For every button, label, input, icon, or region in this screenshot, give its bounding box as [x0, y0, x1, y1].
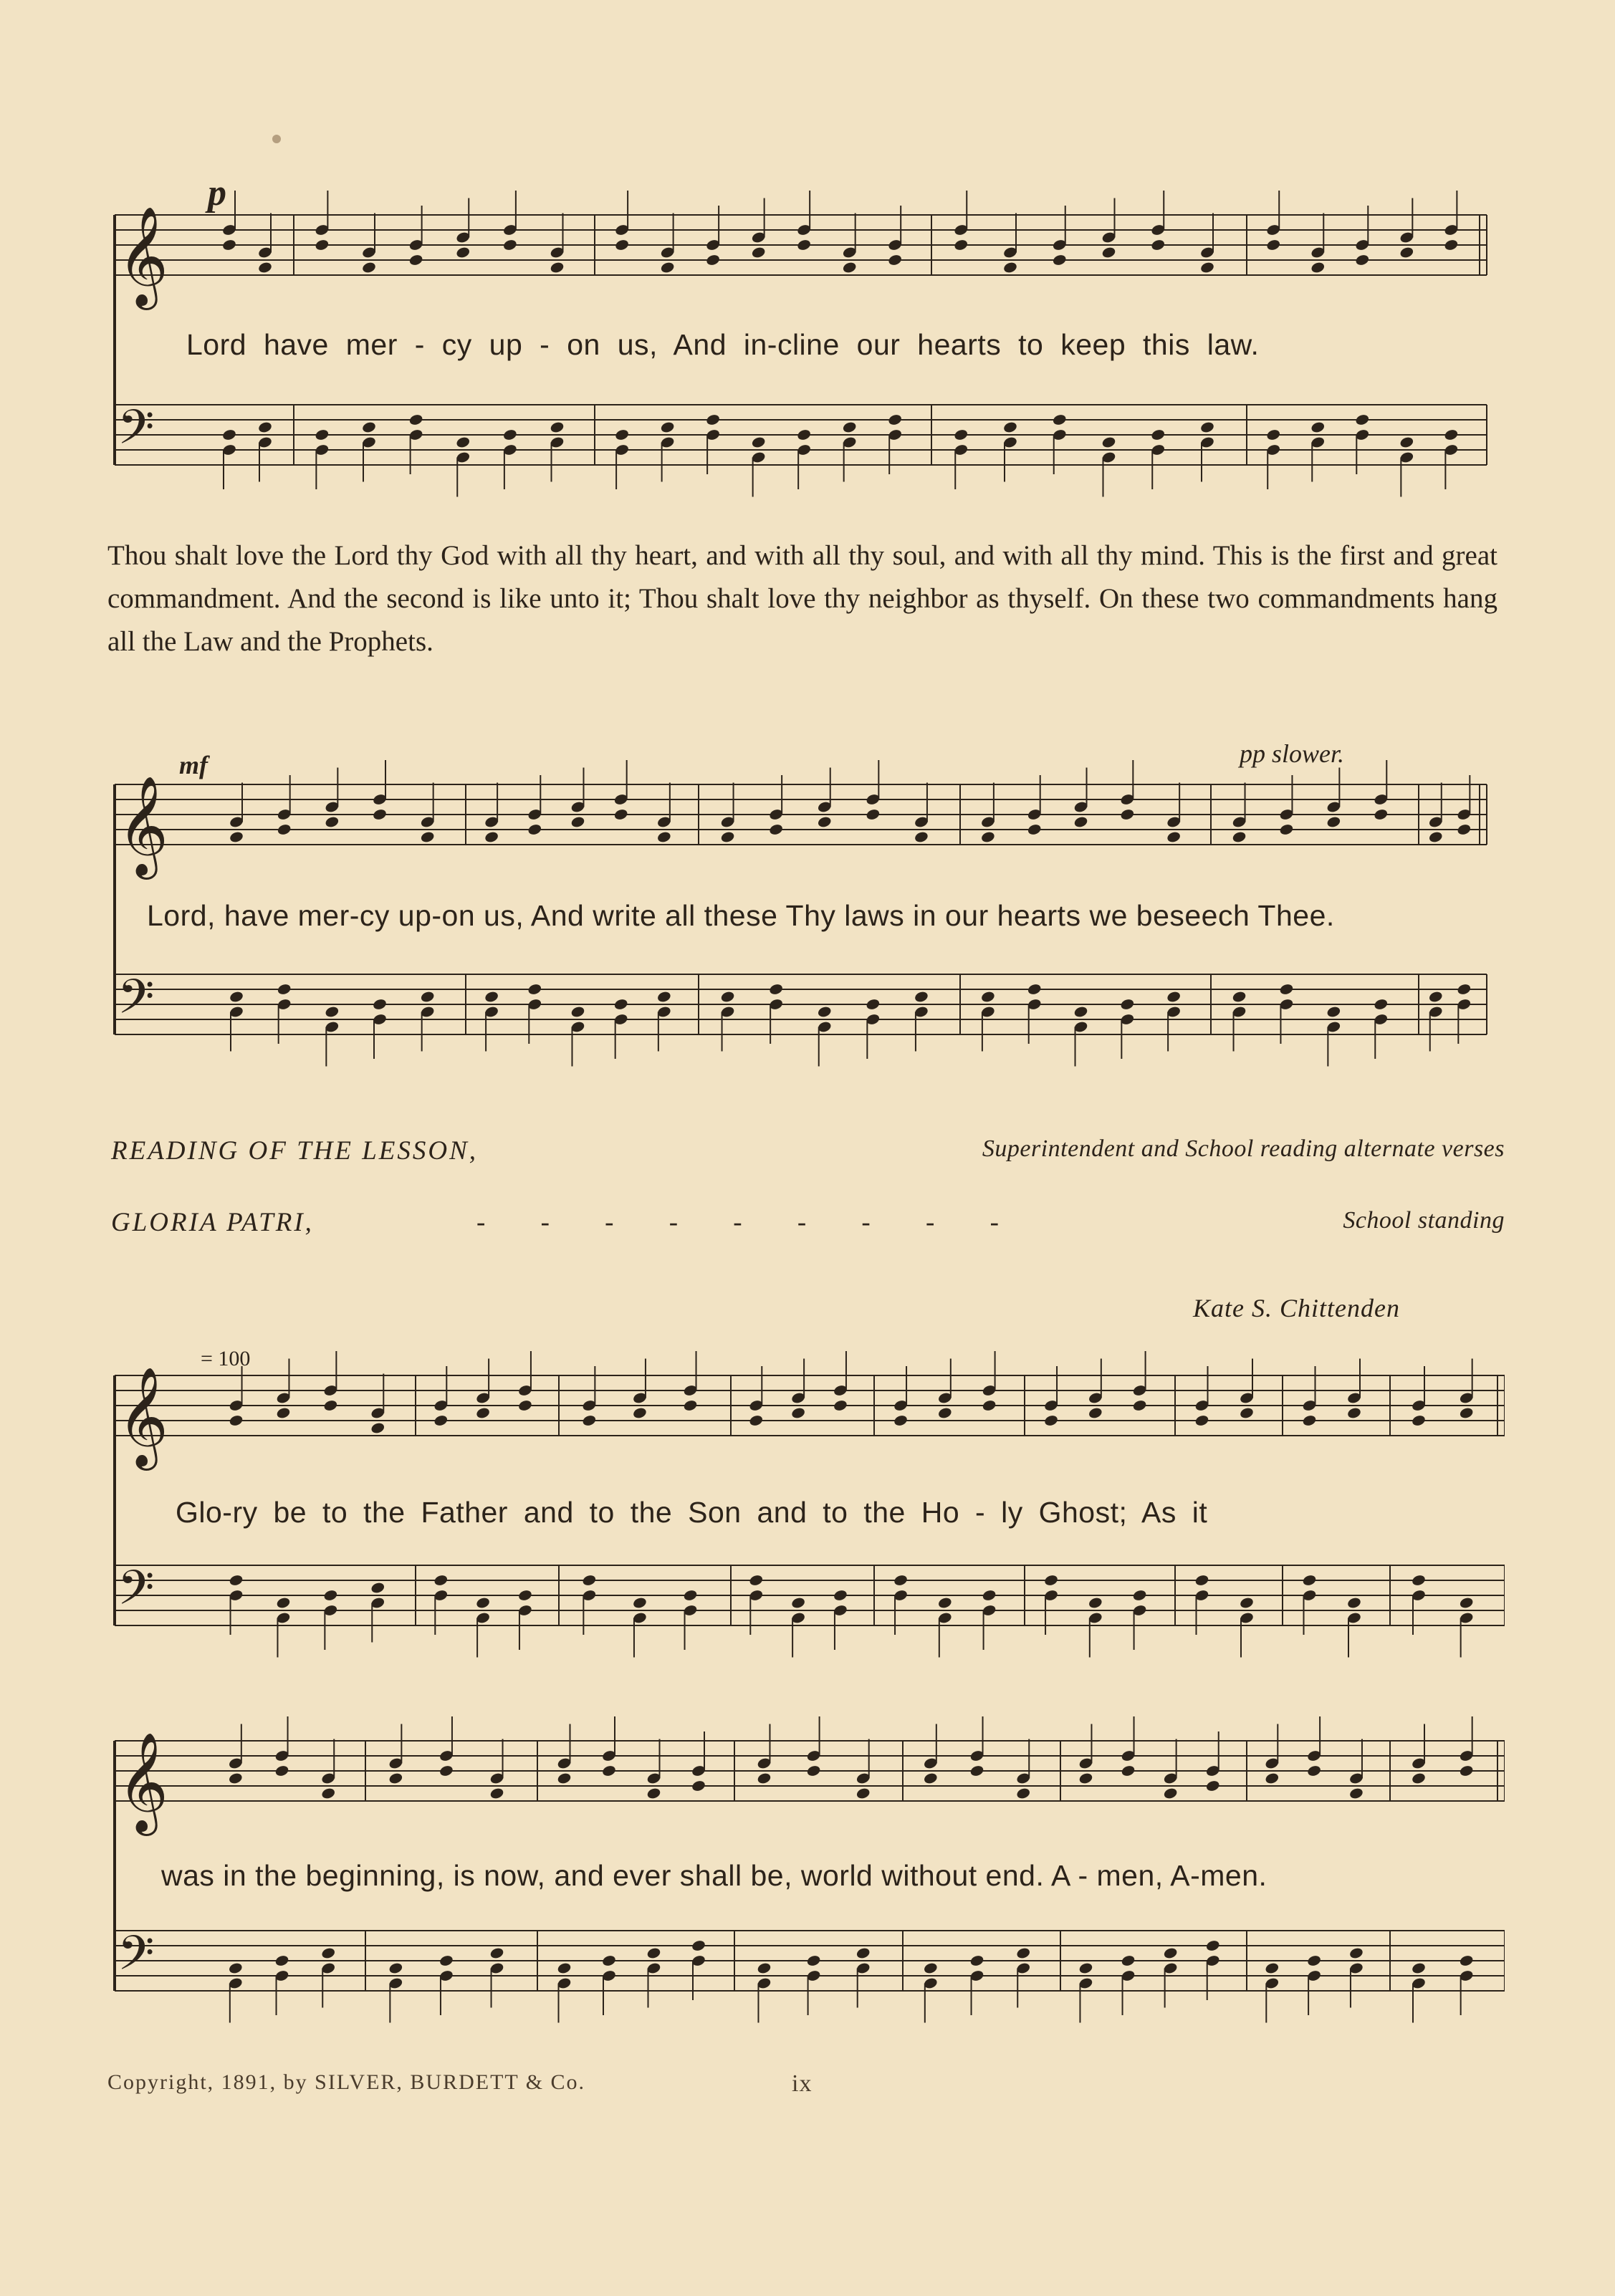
note-head	[1166, 990, 1181, 1003]
note-head	[1279, 983, 1294, 996]
note-head	[433, 1414, 449, 1427]
note-head	[550, 421, 565, 433]
note-head	[325, 815, 340, 828]
lyrics-line-3: Glo-ry be to the Father and to the Son and to the Ho - ly Ghost; As it	[176, 1496, 1208, 1529]
copyright-notice: Copyright, 1891, by SILVER, BURDETT & Co.	[107, 2070, 586, 2094]
note-head	[372, 808, 387, 821]
dynamic-mark-p: p	[208, 173, 226, 213]
note-head	[325, 1005, 340, 1018]
note-head	[1151, 428, 1166, 441]
note-head	[1239, 1596, 1254, 1609]
note-head	[1411, 1961, 1426, 1974]
note-head	[274, 1764, 289, 1777]
note-head	[1121, 1954, 1136, 1967]
note-head	[856, 1946, 871, 1959]
note-head	[1302, 1414, 1317, 1427]
note-head	[1428, 990, 1443, 1003]
note-head	[954, 239, 969, 251]
note-head	[323, 1399, 338, 1412]
treble-clef: 𝄞	[118, 1367, 168, 1466]
note-head	[1194, 1574, 1209, 1587]
commandment-paragraph: Thou shalt love the Lord thy God with all thy heart, and with all thy soul, and with all thy mind. This is the first and great commandment. And the second is like unto it; Thou shalt love thy neighbor as thyself. On these two commandments hang all the Law and the Prophets.	[107, 540, 1497, 657]
note-head	[527, 823, 542, 836]
note-head	[361, 421, 376, 433]
note-head	[866, 808, 881, 821]
note-head	[969, 1764, 984, 1777]
page-number: ix	[792, 2070, 813, 2097]
bass-clef: 𝄢	[118, 1560, 155, 1627]
note-head	[321, 1787, 336, 1800]
note-head	[757, 1961, 772, 1974]
note-head	[277, 823, 292, 836]
note-head	[570, 815, 585, 828]
note-head	[656, 990, 671, 1003]
metronome-mark: = 100	[201, 1347, 251, 1370]
note-head	[229, 990, 244, 1003]
bass-clef: 𝄢	[118, 400, 155, 466]
note-head	[1027, 983, 1042, 996]
note-head	[388, 1772, 403, 1785]
note-head	[768, 823, 783, 836]
note-head	[456, 436, 471, 448]
note-head	[833, 1589, 848, 1602]
note-head	[790, 1406, 805, 1419]
note-head	[1444, 428, 1459, 441]
note-head	[1027, 823, 1042, 836]
note-head	[1199, 421, 1214, 433]
gloria-title: GLORIA PATRI,	[111, 1208, 314, 1237]
note-head	[613, 808, 628, 821]
tempo-marking: pp slower.	[1240, 739, 1345, 768]
note-head	[1194, 1414, 1209, 1427]
note-head	[980, 830, 995, 843]
note-head	[914, 990, 929, 1003]
note-head	[601, 1954, 616, 1967]
note-head	[570, 1005, 585, 1018]
note-head	[683, 1399, 698, 1412]
note-head	[557, 1961, 572, 1974]
note-head	[1151, 239, 1166, 251]
note-head	[923, 1961, 938, 1974]
note-head	[1459, 1764, 1474, 1777]
note-head	[856, 1787, 871, 1800]
note-head	[646, 1787, 661, 1800]
note-head	[660, 421, 675, 433]
treble-clef: 𝄞	[118, 206, 168, 306]
note-head	[1459, 1954, 1474, 1967]
note-head	[614, 428, 629, 441]
music-system-3	[100, 1318, 1505, 1691]
note-head	[888, 413, 903, 426]
note-head	[683, 1589, 698, 1602]
bass-clef: 𝄢	[118, 1926, 155, 1992]
note-head	[1411, 1414, 1426, 1427]
note-head	[1444, 239, 1459, 251]
note-head	[221, 428, 236, 441]
note-head	[1163, 1946, 1178, 1959]
note-head	[1232, 830, 1247, 843]
note-head	[433, 1574, 449, 1587]
lyrics-line-1: Lord have mer - cy up - on us, And in-cline our hearts to keep this law.	[186, 328, 1260, 361]
note-head	[475, 1406, 490, 1419]
note-head	[1306, 1954, 1321, 1967]
note-head	[1355, 254, 1370, 266]
note-head	[768, 983, 783, 996]
note-head	[1073, 1005, 1088, 1018]
note-head	[1078, 1961, 1093, 1974]
note-head	[228, 1772, 243, 1785]
note-head	[228, 1961, 243, 1974]
note-head	[1199, 261, 1214, 274]
note-head	[1043, 1414, 1058, 1427]
note-head	[502, 239, 517, 251]
note-head	[632, 1406, 647, 1419]
note-head	[484, 990, 499, 1003]
note-head	[1302, 1574, 1317, 1587]
note-head	[1279, 823, 1294, 836]
note-head	[1428, 830, 1443, 843]
note-head	[1457, 983, 1472, 996]
note-head	[257, 261, 272, 274]
music-system-4	[100, 1691, 1505, 2063]
note-head	[1132, 1399, 1147, 1412]
note-head	[408, 413, 423, 426]
note-head	[817, 1005, 832, 1018]
note-head	[893, 1414, 908, 1427]
note-head	[1310, 421, 1326, 433]
note-head	[1266, 239, 1281, 251]
page-footer	[107, 2070, 813, 2097]
reading-instruction: Superintendent and School reading alternate verses	[982, 1135, 1505, 1162]
note-head	[937, 1596, 952, 1609]
note-head	[527, 983, 542, 996]
note-head	[517, 1399, 532, 1412]
note-head	[1205, 1779, 1220, 1792]
note-head	[1457, 823, 1472, 836]
note-head	[1043, 1574, 1058, 1587]
note-head	[489, 1787, 504, 1800]
note-head	[1306, 1764, 1321, 1777]
note-head	[456, 246, 471, 259]
composer-credit: Kate S. Chittenden	[1193, 1294, 1400, 1322]
note-head	[517, 1589, 532, 1602]
bass-clef: 𝄢	[118, 969, 155, 1036]
note-head	[720, 830, 735, 843]
note-head	[954, 428, 969, 441]
note-head	[475, 1596, 490, 1609]
note-head	[582, 1414, 597, 1427]
note-head	[388, 1961, 403, 1974]
note-head	[1016, 1946, 1031, 1959]
note-head	[1002, 421, 1017, 433]
note-head	[274, 1954, 289, 1967]
note-head	[1073, 815, 1088, 828]
note-head	[557, 1772, 572, 1785]
note-head	[796, 239, 811, 251]
note-head	[1374, 808, 1389, 821]
note-head	[323, 1589, 338, 1602]
note-head	[484, 830, 499, 843]
note-head	[1459, 1596, 1474, 1609]
note-head	[1399, 436, 1414, 448]
leader-dots: - - - - - - - - -	[476, 1208, 1023, 1237]
note-head	[660, 261, 675, 274]
note-head	[1239, 1406, 1254, 1419]
note-head	[705, 254, 720, 266]
note-head	[614, 239, 629, 251]
note-head	[632, 1596, 647, 1609]
note-head	[502, 428, 517, 441]
note-head	[229, 1574, 244, 1587]
paper-speck	[272, 135, 281, 143]
note-head	[691, 1939, 706, 1952]
note-head	[1002, 261, 1017, 274]
note-head	[1101, 436, 1116, 448]
note-head	[937, 1406, 952, 1419]
note-head	[613, 998, 628, 1011]
note-head	[1346, 1596, 1361, 1609]
note-head	[1348, 1787, 1364, 1800]
note-head	[1265, 1961, 1280, 1974]
note-head	[705, 413, 720, 426]
note-head	[1232, 990, 1247, 1003]
note-head	[321, 1946, 336, 1959]
note-head	[866, 998, 881, 1011]
note-head	[980, 990, 995, 1003]
note-head	[420, 990, 435, 1003]
note-head	[1088, 1596, 1103, 1609]
reading-title: READING OF THE LESSON,	[111, 1136, 479, 1166]
note-head	[720, 990, 735, 1003]
note-head	[1052, 413, 1067, 426]
note-head	[751, 436, 766, 448]
note-head	[221, 239, 236, 251]
note-head	[361, 261, 376, 274]
note-head	[1078, 1772, 1093, 1785]
note-head	[1348, 1946, 1364, 1959]
note-head	[888, 254, 903, 266]
note-head	[1265, 1772, 1280, 1785]
treble-clef: 𝄞	[118, 1732, 168, 1832]
note-head	[806, 1764, 821, 1777]
note-head	[1346, 1406, 1361, 1419]
note-head	[1399, 246, 1414, 259]
note-head	[914, 830, 929, 843]
treble-clef: 𝄞	[118, 776, 168, 875]
note-head	[806, 1954, 821, 1967]
note-head	[277, 983, 292, 996]
note-head	[842, 261, 857, 274]
note-head	[1120, 808, 1135, 821]
note-head	[1355, 413, 1370, 426]
note-head	[923, 1772, 938, 1785]
note-head	[550, 261, 565, 274]
note-head	[1052, 254, 1067, 266]
note-head	[982, 1399, 997, 1412]
note-head	[691, 1779, 706, 1792]
note-head	[439, 1764, 454, 1777]
music-system-1	[100, 158, 1505, 530]
note-head	[893, 1574, 908, 1587]
note-head	[1310, 261, 1326, 274]
note-head	[842, 421, 857, 433]
note-head	[276, 1406, 291, 1419]
note-head	[489, 1946, 504, 1959]
note-head	[751, 246, 766, 259]
note-head	[1374, 998, 1389, 1011]
note-head	[1121, 1764, 1136, 1777]
note-head	[790, 1596, 805, 1609]
note-head	[257, 421, 272, 433]
note-head	[1120, 998, 1135, 1011]
note-head	[1016, 1787, 1031, 1800]
note-head	[1101, 246, 1116, 259]
note-head	[796, 428, 811, 441]
note-head	[1132, 1589, 1147, 1602]
note-head	[1411, 1772, 1426, 1785]
note-head	[1326, 815, 1341, 828]
note-head	[817, 815, 832, 828]
note-head	[372, 998, 387, 1011]
music-system-2	[100, 727, 1505, 1100]
note-head	[1459, 1406, 1474, 1419]
note-head	[969, 1954, 984, 1967]
lyrics-line-4: was in the beginning, is now, and ever shall be, world without end. A - men, A-men.	[161, 1859, 1267, 1892]
note-head	[656, 830, 671, 843]
note-head	[1088, 1406, 1103, 1419]
note-head	[582, 1574, 597, 1587]
note-head	[646, 1946, 661, 1959]
note-head	[315, 239, 330, 251]
note-head	[276, 1596, 291, 1609]
note-head	[1326, 1005, 1341, 1018]
note-head	[370, 1421, 385, 1434]
lyrics-line-2: Lord, have mer-cy up-on us, And write all these Thy laws in our hearts we beseech Thee.	[147, 899, 1335, 932]
note-head	[601, 1764, 616, 1777]
note-head	[370, 1581, 385, 1594]
note-head	[1205, 1939, 1220, 1952]
note-head	[420, 830, 435, 843]
note-head	[229, 830, 244, 843]
note-head	[1163, 1787, 1178, 1800]
note-head	[229, 1414, 244, 1427]
note-head	[1166, 830, 1181, 843]
note-head	[439, 1954, 454, 1967]
note-head	[757, 1772, 772, 1785]
note-head	[408, 254, 423, 266]
note-head	[749, 1414, 764, 1427]
note-head	[1411, 1574, 1426, 1587]
note-head	[749, 1574, 764, 1587]
note-head	[833, 1399, 848, 1412]
note-head	[1266, 428, 1281, 441]
note-head	[315, 428, 330, 441]
note-head	[982, 1589, 997, 1602]
dynamic-mark-mf: mf	[179, 751, 208, 779]
gloria-instruction: School standing	[1343, 1207, 1505, 1234]
